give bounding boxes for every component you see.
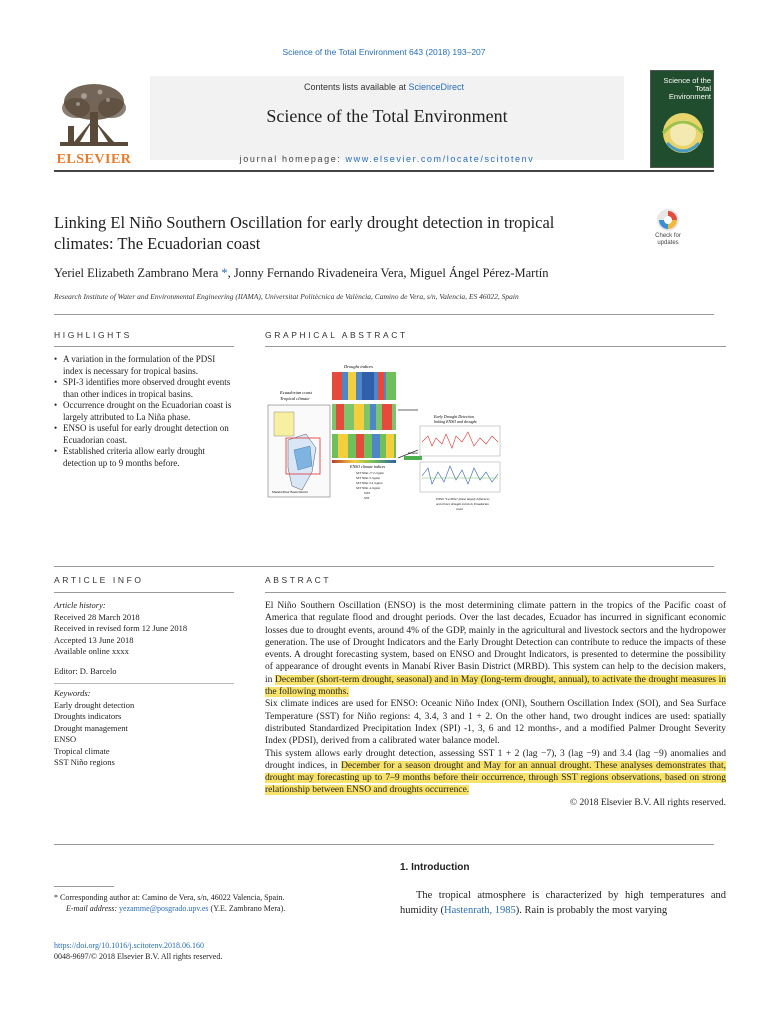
abstract-text: El Niño Southern Oscillation (ENSO) is the most determining climate pattern in the tropics of the Pacific coast of America that regulate flood and drought periods. Over the last decades, Ecuador has incurred in significant economic losses due to drought events, around 4% of the GDP, mainly in the agricultural and livestock sectors and the hydropower generation. The use of Drought Indicators and the Early Drought Detection can contribute to reduce the impacts of these events. A drought forecasting system, based on ENSO and Drought Indicators, is presented to determine the possibility of appearance of drought events in Manabí River Basin District (MRBD). This system can help to the decision makers, in (265, 601, 726, 685)
keyword: ENSO (54, 734, 77, 744)
masthead (54, 70, 714, 173)
keywords-label: Keywords: (54, 688, 91, 698)
abstract-highlight: December (short-term drought, seasonal) and in May (long-term drought, annual), to activate the drought measures in the following months. (265, 674, 727, 698)
highlight-item: • Occurrence drought on the Ecuadorian coast is largely attributed to La Niña phase. (54, 400, 234, 423)
doi-link[interactable]: https://doi.org/10.1016/j.scitotenv.2018.06.160 (54, 941, 204, 950)
highlight-item: • ENSO is useful for early drought detection on Ecuadorian coast. (54, 423, 234, 446)
journal-homepage (150, 154, 624, 164)
contents-line (54, 82, 714, 92)
ga-relation-bar (404, 456, 422, 460)
highlight-item: • Established criteria allow early drought detection up to 9 months before. (54, 446, 234, 469)
ga-map-caption: Manabí River Basin District (272, 490, 309, 494)
section-divider (54, 566, 714, 567)
abstract-paragraph (265, 600, 726, 698)
cover-title: Science of the Total Environment (663, 76, 711, 101)
history-accepted: Accepted 13 June 2018 (54, 634, 134, 645)
intro-text-part: ). Rain is probably the most varying (515, 905, 668, 916)
crossmark-icon (646, 208, 690, 234)
keyword: Droughts indicators (54, 711, 122, 721)
ga-enso-title: ENSO climate indices (350, 464, 386, 469)
ga-enso-item: ONI (364, 491, 370, 495)
doi-block (54, 940, 222, 962)
check-for-updates-badge[interactable] (646, 208, 690, 252)
footnote-address: Corresponding author at: Camino de Vera, s/n, 46022 Valencia, Spain. (58, 893, 285, 902)
email-link[interactable]: yezamme@posgrado.upv.es (119, 904, 209, 913)
footnote-author (54, 892, 374, 903)
author-rest[interactable]: , Jonny Fernando Rivadeneira Vera, Miguel Ángel Pérez-Martín (227, 266, 549, 280)
keyword: Tropical climate (54, 745, 110, 756)
ga-heatmap-3 (332, 434, 396, 458)
abstract-rule (265, 592, 726, 593)
cover-art-icon (651, 71, 715, 169)
ga-lanina-note-3: coast (456, 507, 463, 511)
ga-edd-plot-2 (420, 462, 500, 492)
ga-drought-indices-title: Drought indices (344, 364, 373, 369)
homepage-prefix: journal homepage: (239, 154, 346, 164)
journal-title: Science of the Total Environment (266, 106, 508, 126)
highlight-item: • SPI-3 identifies more observed drought events than other indices in tropical basins. (54, 377, 234, 400)
sciencedirect-link[interactable]: ScienceDirect (408, 82, 465, 92)
ga-edd-title-2: linking ENSO and drought (434, 419, 477, 424)
ga-enso-item: SOI (364, 496, 370, 500)
header-rule (54, 314, 714, 315)
citation-link[interactable]: Hastenrath, 1985 (444, 905, 516, 916)
abstract-text: This system allows early drought detection, assessing SST 1 + 2 (lag −7), 3 (lag −9) and 3.4 (lag −9) anomalies and drought indices, in (265, 748, 726, 771)
history-received: Received 28 March 2018 (54, 611, 140, 622)
ga-enso-item: SST Niño 3 region (356, 476, 381, 480)
masthead-rule (54, 170, 714, 172)
ga-enso-item: SST Niño 4 region (356, 486, 381, 490)
intro-text-part: The tropical atmosphere is characterized by high temperatures and humidity ( (400, 890, 726, 916)
email-suffix: (Y.E. Zambrano Mera). (208, 904, 286, 913)
abstract-highlight: December for a season drought and May for an annual drought. These analyses demonstrates that, drought may forecasting up to 7–9 months before their occurrence, through SST regions observations, based on strong relationship between ENSO and droughts occurrence. (265, 760, 726, 796)
editor: Editor: D. Barcelo (54, 665, 117, 676)
check-for-updates-label: Check for updates (655, 233, 681, 246)
keyword: SST Niño regions (54, 757, 115, 767)
highlights-list (54, 354, 234, 469)
journal-cover[interactable] (650, 70, 714, 168)
publisher-name: ELSEVIER (56, 152, 132, 167)
author-first[interactable]: Yeriel Elizabeth Zambrano Mera (54, 266, 222, 280)
author-list (54, 266, 714, 281)
introduction-text (400, 888, 726, 918)
article-info-heading: ARTICLE INFO (54, 575, 144, 585)
abstract-body (265, 600, 726, 809)
ga-inset-map (274, 412, 294, 436)
abstract-copyright: © 2018 Elsevier B.V. All rights reserved. (569, 797, 726, 808)
highlights-rule (54, 346, 234, 347)
highlights-heading: HIGHLIGHTS (54, 330, 132, 340)
journal-reference[interactable]: Science of the Total Environment 643 (2018) 193–207 (282, 47, 486, 57)
ga-enso-item: SST Niño 3.4 region (356, 481, 383, 485)
ga-map-title-1: Ecuadorian coast (280, 390, 312, 395)
ga-heatmap-1 (332, 372, 396, 400)
abstract-heading: ABSTRACT (265, 575, 332, 585)
introduction-heading: 1. Introduction (400, 862, 470, 873)
footnote-star: * (54, 893, 58, 902)
footnote (54, 892, 374, 914)
article-history-label: Article history: (54, 600, 106, 610)
footnote-email-line (54, 903, 374, 914)
history-online: Available online xxxx (54, 646, 129, 656)
ga-heatmap-2 (332, 404, 396, 430)
graphical-abstract-image (258, 350, 506, 538)
abstract-paragraph: Six climate indices are used for ENSO: Oceanic Niño Index (ONI), Southern Oscillation Index (SOI), and Sea Surface Temperature (SST) for Niño regions: 4, 3.4, 3 and 1 + 2. On the other hand, two drought indices are used: spatially distributed Standardized Precipitation Index (SPI) -1, 3, 6 and 12 months-, and a modified Palmer Drought Severity Index (PDSI), derived from a calibrated water balance model. (265, 699, 726, 747)
affiliation: Research Institute of Water and Environmental Engineering (IIAMA), Universitat Politècnica de València, Camino de Vera, s/n, Valencia, ES 46022, Spain (54, 292, 519, 301)
ga-lanina-note-2: occurrence drought events in Ecuadorian (436, 502, 489, 506)
graphical-abstract-rule (265, 346, 726, 347)
abstract-end-rule (54, 844, 714, 845)
footnote-rule (54, 886, 114, 887)
email-label: E-mail address: (66, 904, 120, 913)
homepage-link[interactable]: www.elsevier.com/locate/scitotenv (345, 154, 535, 164)
ga-lanina-note-1: ENSO "La Niña" phase largely influences (436, 497, 490, 501)
highlight-item: • A variation in the formulation of the PDSI index is necessary for tropical basins. (54, 354, 234, 377)
ga-enso-item: SST Niño 1+2 region (356, 471, 384, 475)
contents-prefix: Contents lists available at (303, 82, 409, 92)
article-info (54, 600, 234, 769)
graphical-abstract-figure[interactable] (258, 350, 506, 538)
article-info-divider (54, 683, 234, 684)
ga-edd-title-1: Early Drought Detection (434, 414, 474, 419)
keyword: Early drought detection (54, 699, 135, 710)
corresponding-author-mark[interactable]: * (221, 266, 228, 280)
ga-map-title-2: Tropical climate (280, 396, 310, 401)
keyword: Drought management (54, 722, 128, 733)
article-title: Linking El Niño Southern Oscillation for early drought detection in tropical climates: The Ecuadorian coast (54, 213, 555, 253)
article-info-rule (54, 592, 234, 593)
history-revised: Received in revised form 12 June 2018 (54, 623, 188, 633)
abstract-paragraph (265, 748, 726, 797)
graphical-abstract-heading: GRAPHICAL ABSTRACT (265, 330, 408, 340)
issn-copyright: 0048-9697/© 2018 Elsevier B.V. All rights reserved. (54, 952, 223, 961)
ga-arrow-label: Relation (408, 451, 419, 455)
ga-colorbar (332, 460, 396, 463)
